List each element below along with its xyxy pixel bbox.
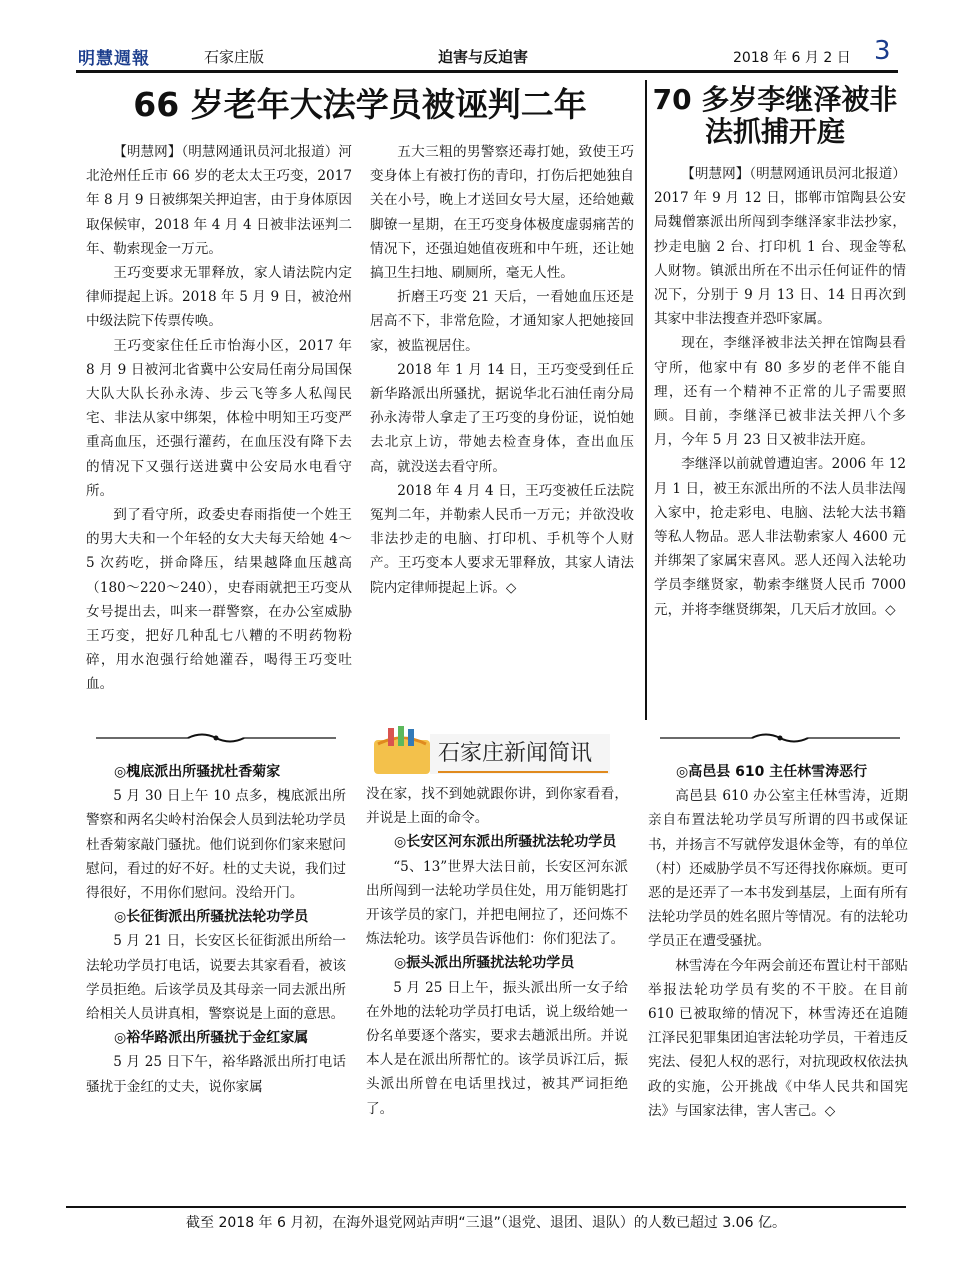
- paragraph: 现在，李继泽被非法关押在馆陶县看守所，他家中有 80 多岁的老伴不能自理，还有一个精神不正常的儿子需要照顾。目前，李继泽已被非法关押八个多月，今年 5 月 23 日又被非法开庭。: [654, 335, 906, 449]
- footer-notice: 截至 2018 年 6 月初，在海外退党网站声明“三退”（退党、退团、退队）的人数已超过 3.06 亿。: [186, 1215, 786, 1231]
- side-article-body: [654, 162, 906, 622]
- brief-heading: ◎长安区河东派出所骚扰法轮功学员: [394, 834, 617, 851]
- briefs-column-3: [648, 760, 908, 1123]
- brief-paragraph: 5 月 25 日上午，振头派出所一女子给在外地的法轮功学员打电话，说上级给她一份名单要逐个落实，要求去趟派出所。并说本人是在派出所帮忙的。该学员诉江后，振头派出所曾在电话里找过，被其严词拒绝了。: [366, 979, 628, 1117]
- paragraph: 五大三粗的男警察还毒打她，致使王巧变身体上有被打伤的青印，打伤后把她独自关在小号，晚上才送回女号大屋，还给她戴脚镣一星期，在王巧变身体极度虚弱痛苦的情况下，还强迫她值夜班和中午班，还让她搞卫生扫地、刷厕所，毫无人性。: [370, 144, 634, 282]
- paragraph: 【明慧网】（明慧网通讯员河北报道）2017 年 9 月 12 日，邯郸市馆陶县公安局魏僧寨派出所闯到李继泽家非法抄家，抄走电脑 2 台、打印机 1 台、现金等私人财物。镇派出所在不出示任何证件的情况下，分别于 9 月 13 日、14 日再次到其家中非法搜查并恐吓家属。: [654, 166, 906, 328]
- paragraph: 折磨王巧变 21 天后，一看她血压还是居高不下，非常危险，才通知家人把她接回家，被监视居住。: [370, 289, 634, 354]
- paragraph: 【明慧网】（明慧网通讯员河北报道）河北沧州任丘市 66 岁的老太太王巧变，2017 年 8 月 9 日被绑架关押迫害，由于身体原因取保候审，2018 年 4 月 4 日被非法诬判二年、勒索现金一万元。: [86, 144, 352, 257]
- brief-heading: ◎裕华路派出所骚扰于金红家属: [114, 1030, 309, 1047]
- paragraph: 王巧变要求无罪释放，家人请法院内定律师提起上诉。2018 年 5 月 9 日，被沧州中级法院下传票传唤。: [86, 265, 352, 330]
- side-article-title: 70 多岁李继泽被非法抓捕开庭: [652, 83, 898, 149]
- section-title: 迫害与反迫害: [438, 48, 529, 66]
- footer-rule: [66, 1206, 906, 1208]
- brief-paragraph: 5 月 21 日，长安区长征街派出所给一法轮功学员打电话，说要去其家看看，被该学员拒绝。后该学员及其母亲一同去派出所给相关人员讲真相，警察说是上面的意思。: [86, 933, 346, 1023]
- paragraph: 到了看守所，政委史春雨指使一个姓王的男大夫和一个年轻的女大夫每天给她 4～5 次药吃，拼命降压，结果越降血压越高（180～220～240），史春雨就把王巧变从女号提出去，叫来一群警察，在办公室威胁王巧变，把好几种乱七八糟的不明药物粉碎，用水泡强行给她灌吞，喝得王巧变吐血。: [86, 507, 352, 693]
- paragraph: 2018 年 4 月 4 日，王巧变被任丘法院冤判二年，并勒索人民币一万元；并欲没收非法抄走的电脑、打印机、手机等个人财产。王巧变本人要求无罪释放，其家人请法院内定律师提起上诉。◇: [370, 482, 634, 596]
- news-briefs-title: 石家庄新闻简讯: [438, 741, 593, 766]
- edition-label: 石家庄版: [204, 48, 265, 66]
- brief-paragraph: 5 月 25 日下午，裕华路派出所打电话骚扰于金红的丈夫，说你家属: [86, 1054, 346, 1095]
- brief-heading: ◎槐底派出所骚扰杜香菊家: [114, 764, 281, 780]
- brief-paragraph: 没在家，找不到她就跟你讲，到你家看看，并说是上面的命令。: [366, 786, 628, 827]
- main-article-column-2: [370, 140, 634, 600]
- ornament-divider-right: [660, 733, 900, 743]
- brief-paragraph: 林雪涛在今年两会前还布置让村干部贴举报法轮功学员有奖的不干胶。在目前 610 已被取缔的情况下，林雪涛还在追随江泽民犯罪集团迫害法轮功学员，干着违反宪法、侵犯人权的恶行，对抗现政权依法执政的实施，公开挑战《中华人民共和国宪法》与国家法律，害人害己。◇: [648, 957, 908, 1119]
- column-divider: [645, 80, 647, 720]
- issue-date: 2018 年 6 月 2 日: [733, 50, 851, 66]
- brief-paragraph: “5、13”世界大法日前，长安区河东派出所闯到一法轮功学员住处，用万能钥匙打开该学员的家门，并把电闸拉了，还问炼不炼法轮功。该学员告诉他们：你们犯法了。: [366, 858, 628, 948]
- ornament-divider-left: [96, 733, 336, 743]
- newspaper-brand: 明慧週報: [78, 49, 150, 69]
- brief-heading: ◎长征街派出所骚扰法轮功学员: [114, 909, 309, 926]
- header-rule: [76, 70, 898, 73]
- paragraph: 2018 年 1 月 14 日，王巧变受到任丘新华路派出所骚扰，据说华北石油任南分局孙永涛带人拿走了王巧变的身份证，说怕她去北京上访，带她去检查身体，查出血压高，就没送去看守所。: [370, 361, 634, 475]
- briefs-column-1: [86, 760, 346, 1099]
- paragraph: 王巧变家住任丘市怡海小区，2017 年 8 月 9 日被河北省冀中公安局任南分局国保大队大队长孙永涛、步云飞等多人私闯民宅、非法从家中绑架，体检中明知王巧变严重高血压，还强行灌药，在血压没有降下去的情况下又强行送进冀中公安局水电看守所。: [86, 337, 352, 499]
- brief-heading: ◎振头派出所骚扰法轮功学员: [394, 955, 575, 972]
- main-article-column-1: [86, 140, 352, 697]
- briefs-column-2: [366, 782, 628, 1121]
- brief-paragraph: 高邑县 610 办公室主任林雪涛，近期亲自布置法轮功学员写所谓的四书或保证书，并扬言不写就停发退休金等，有的单位（村）还威胁学员不写还得找你麻烦。更可恶的是还弄了一本书发到基层，上面有所有法轮功学员的姓名照片等情况。有的法轮功学员正在遭受骚扰。: [648, 788, 908, 950]
- page-number: 3: [874, 36, 891, 66]
- brief-paragraph: 5 月 30 日上午 10 点多，槐底派出所警察和两名尖岭村治保会人员到法轮功学员杜香菊家敲门骚扰。他们说到你们家来慰问慰问，看过的好不好。杜的丈夫说，我们过得很好，不用你们慰问。没给开门。: [86, 788, 346, 902]
- brief-heading: ◎高邑县 610 主任林雪涛恶行: [676, 764, 868, 780]
- paragraph: 李继泽以前就曾遭迫害。2006 年 12 月 1 日，被王东派出所的不法人员非法闯入家中，抢走彩电、电脑、法轮大法书籍等私人物品。恶人非法勒索家人 4600 元并绑架了家属宋喜风。恶人还闯入法轮功学员李继贤家，勒索李继贤人民币 7000 元，并将李继贤绑架，几天后才放回。◇: [654, 456, 906, 618]
- main-article-title: 66 岁老年大法学员被诬判二年: [133, 85, 587, 124]
